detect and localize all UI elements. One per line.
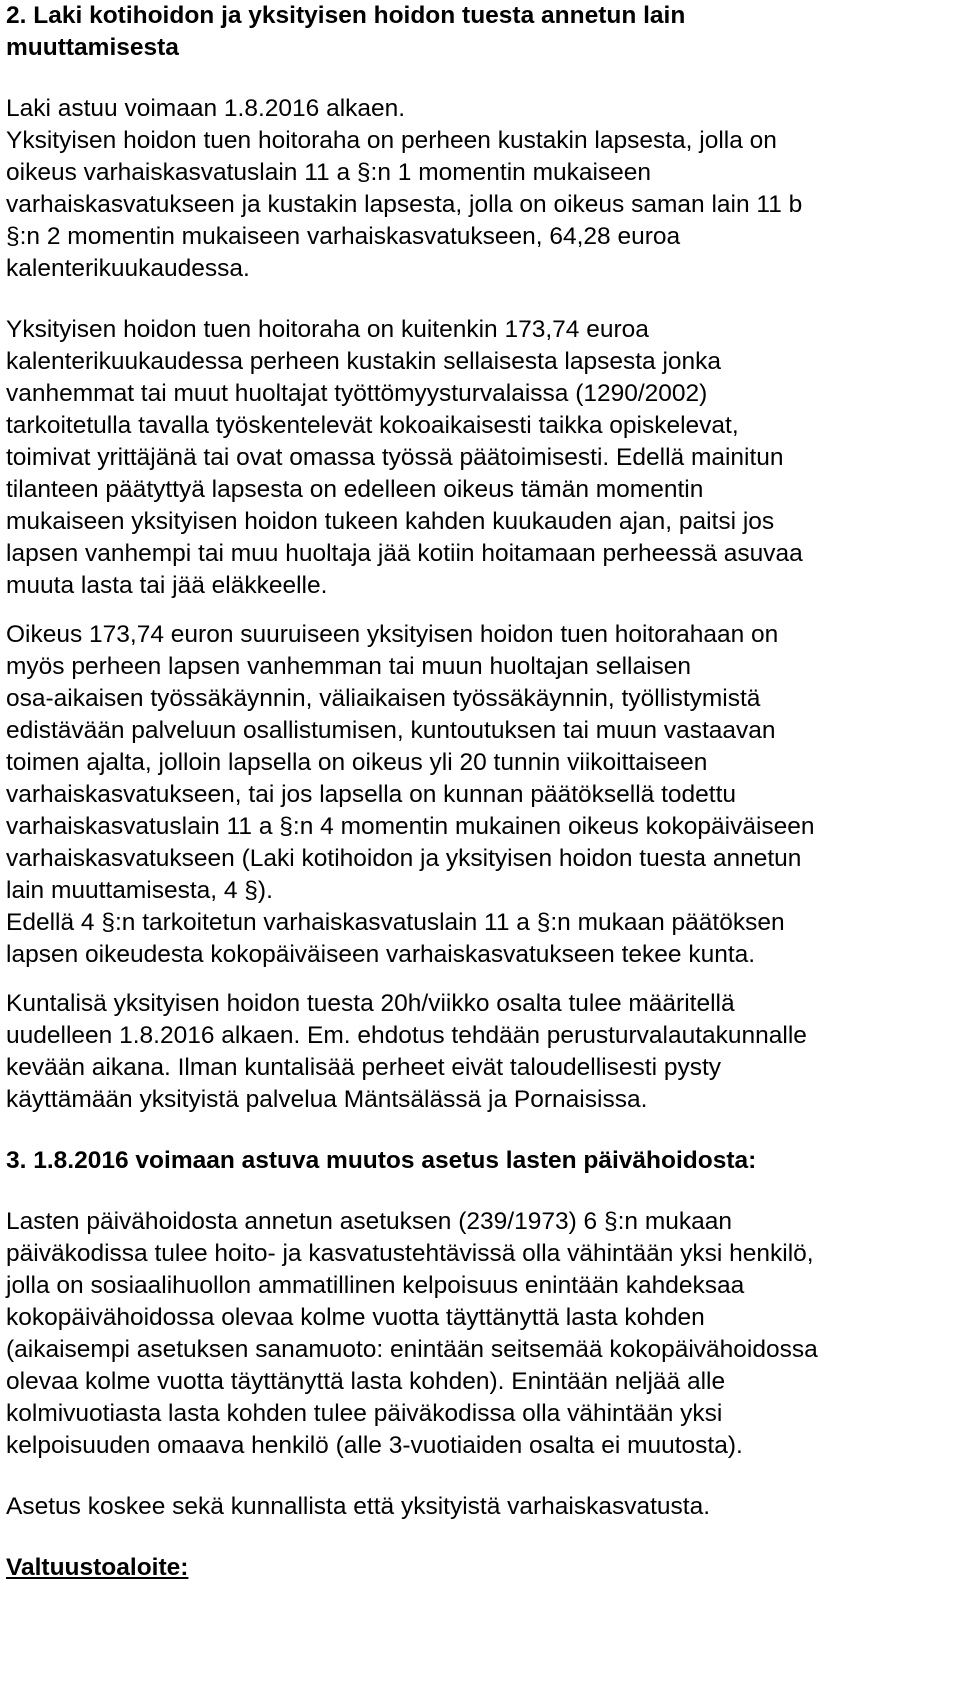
paragraph-line: kelpoisuuden omaava henkilö (alle 3-vuotiaiden osalta ei muutosta). bbox=[6, 1432, 743, 1459]
paragraph-line: Yksityisen hoidon tuen hoitoraha on kuitenkin 173,74 euroa bbox=[6, 316, 649, 343]
paragraph-line: päiväkodissa tulee hoito- ja kasvatustehtävissä olla vähintään yksi henkilö, bbox=[6, 1240, 814, 1267]
paragraph-line: edistävään palveluun osallistumisen, kuntoutuksen tai muun vastaavan bbox=[6, 717, 776, 744]
paragraph-line: muuta lasta tai jää eläkkeelle. bbox=[6, 572, 328, 599]
paragraph-line: toimen ajalta, jolloin lapsella on oikeus yli 20 tunnin viikoittaiseen bbox=[6, 749, 708, 776]
heading-line: 2. Laki kotihoidon ja yksityisen hoidon tuesta annetun lain bbox=[6, 2, 686, 29]
paragraph-line: tilanteen päätyttyä lapsesta on edelleen oikeus tämän momentin bbox=[6, 476, 704, 503]
paragraph-line: Yksityisen hoidon tuen hoitoraha on perheen kustakin lapsesta, jolla on bbox=[6, 127, 777, 154]
paragraph-line: varhaiskasvatukseen (Laki kotihoidon ja yksityisen hoidon tuesta annetun bbox=[6, 845, 802, 872]
paragraph-line: kokopäivähoidossa olevaa kolme vuotta täyttänyttä lasta kohden bbox=[6, 1304, 705, 1331]
paragraph-line: varhaiskasvatukseen ja kustakin lapsesta, jolla on oikeus saman lain 11 b bbox=[6, 191, 803, 218]
paragraph-line: §:n 2 momentin mukaiseen varhaiskasvatukseen, 64,28 euroa bbox=[6, 223, 681, 250]
paragraph-line: kolmivuotiasta lasta kohden tulee päiväkodissa olla vähintään yksi bbox=[6, 1400, 723, 1427]
paragraph-line: Lasten päivähoidosta annetun asetuksen (239/1973) 6 §:n mukaan bbox=[6, 1208, 733, 1235]
paragraph-line: uudelleen 1.8.2016 alkaen. Em. ehdotus tehdään perusturvalautakunnalle bbox=[6, 1022, 807, 1049]
council-initiative-heading: Valtuustoaloite: bbox=[6, 1554, 189, 1581]
paragraph-line: lain muuttamisesta, 4 §). bbox=[6, 877, 273, 904]
heading-line: muuttamisesta bbox=[6, 34, 179, 61]
paragraph-line: jolla on sosiaalihuollon ammatillinen kelpoisuus enintään kahdeksaa bbox=[6, 1272, 745, 1299]
paragraph-line: (aikaisempi asetuksen sanamuoto: enintään seitsemää kokopäivähoidossa bbox=[6, 1336, 818, 1363]
paragraph-line: Edellä 4 §:n tarkoitetun varhaiskasvatuslain 11 a §:n mukaan päätöksen bbox=[6, 909, 785, 936]
paragraph-line: toimivat yrittäjänä tai ovat omassa työssä päätoimisesti. Edellä mainitun bbox=[6, 444, 784, 471]
paragraph-line: kalenterikuukaudessa perheen kustakin sellaisesta lapsesta jonka bbox=[6, 348, 722, 375]
paragraph-scope: Asetus koskee sekä kunnallista että yksityistä varhaiskasvatusta. bbox=[6, 1493, 711, 1520]
paragraph-line: kalenterikuukaudessa. bbox=[6, 255, 250, 282]
paragraph-line: tarkoitetulla tavalla työskentelevät kokoaikaisesti taikka opiskelevat, bbox=[6, 412, 739, 439]
paragraph-line: Oikeus 173,74 euron suuruiseen yksityisen hoidon tuen hoitorahaan on bbox=[6, 621, 779, 648]
paragraph-line: osa-aikaisen työssäkäynnin, väliaikaisen työssäkäynnin, työllistymistä bbox=[6, 685, 761, 712]
paragraph-line: varhaiskasvatukseen, tai jos lapsella on kunnan päätöksellä todettu bbox=[6, 781, 737, 808]
paragraph-line: varhaiskasvatuslain 11 a §:n 4 momentin mukainen oikeus kokopäiväiseen bbox=[6, 813, 815, 840]
paragraph-line: mukaiseen yksityisen hoidon tukeen kahden kuukauden ajan, paitsi jos bbox=[6, 508, 775, 535]
paragraph-line: Kuntalisä yksityisen hoidon tuesta 20h/viikko osalta tulee määritellä bbox=[6, 990, 735, 1017]
paragraph-line: Laki astuu voimaan 1.8.2016 alkaen. bbox=[6, 95, 406, 122]
paragraph-line: oikeus varhaiskasvatuslain 11 a §:n 1 momentin mukaiseen bbox=[6, 159, 652, 186]
paragraph-line: lapsen vanhempi tai muu huoltaja jää kotiin hoitamaan perheessä asuvaa bbox=[6, 540, 803, 567]
paragraph-line: olevaa kolme vuotta täyttänyttä lasta kohden). Enintään neljää alle bbox=[6, 1368, 726, 1395]
section-3-heading: 3. 1.8.2016 voimaan astuva muutos asetus lasten päivähoidosta: bbox=[6, 1147, 757, 1174]
paragraph-line: käyttämään yksityistä palvelua Mäntsälässä ja Pornaisissa. bbox=[6, 1086, 648, 1113]
paragraph-line: kevään aikana. Ilman kuntalisää perheet eivät taloudellisesti pysty bbox=[6, 1054, 721, 1081]
paragraph-line: vanhemmat tai muut huoltajat työttömyysturvalaissa (1290/2002) bbox=[6, 380, 708, 407]
paragraph-line: lapsen oikeudesta kokopäiväiseen varhaiskasvatukseen tekee kunta. bbox=[6, 941, 756, 968]
paragraph-line: myös perheen lapsen vanhemman tai muun huoltajan sellaisen bbox=[6, 653, 692, 680]
